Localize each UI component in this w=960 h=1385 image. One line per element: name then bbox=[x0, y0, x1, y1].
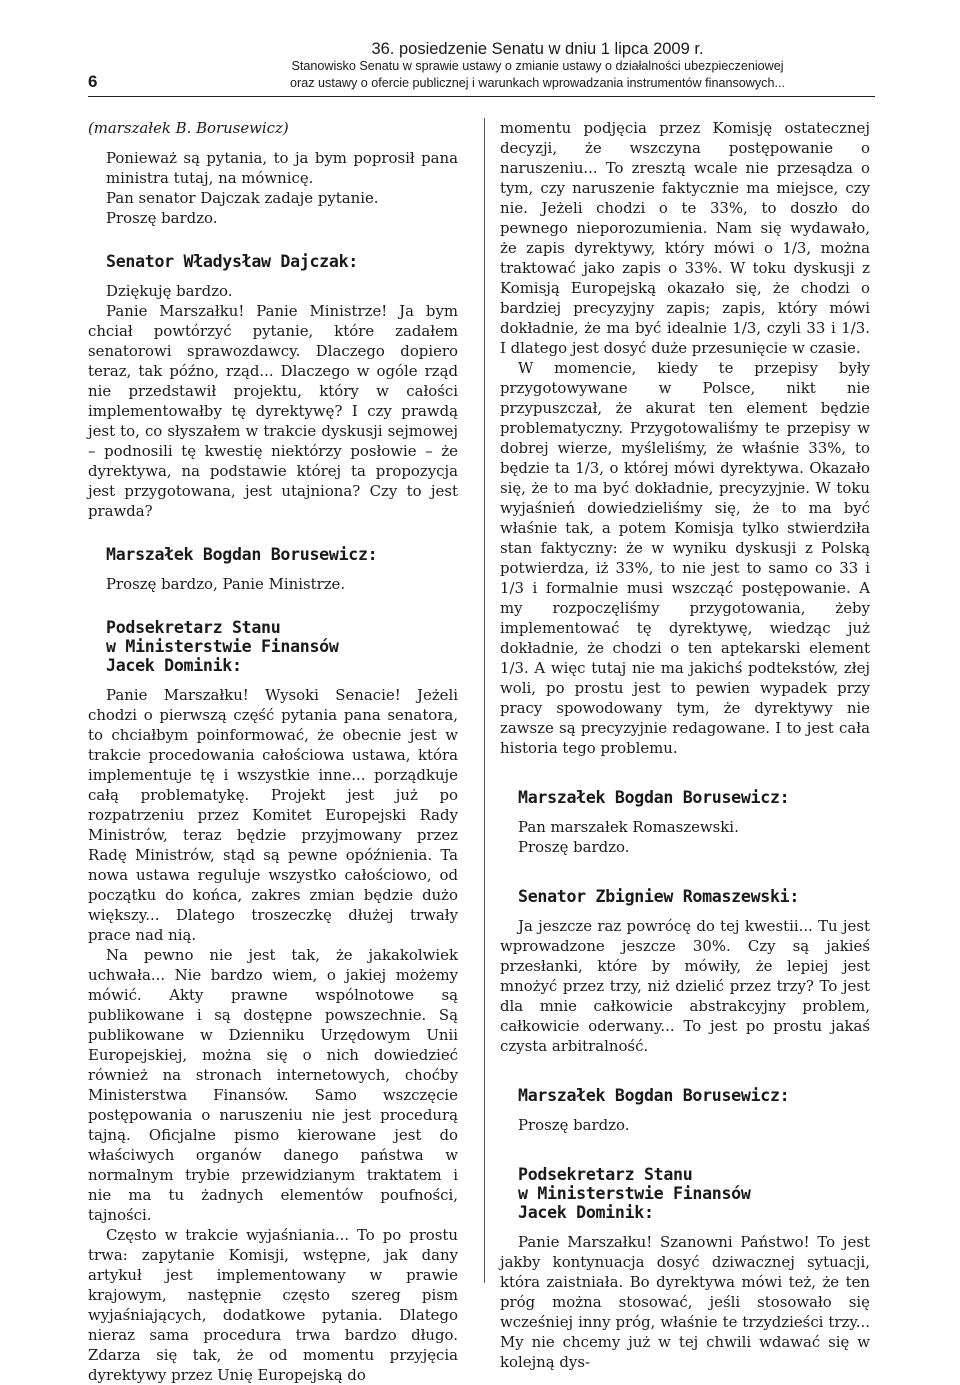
document-title-line-2: oraz ustawy o ofercie publicznej i warunkach wprowadzania instrumentów finansowych... bbox=[290, 76, 785, 90]
left-column bbox=[88, 118, 458, 1385]
speaker-heading-line: Jacek Dominik: bbox=[106, 656, 242, 675]
paragraph: Pan senator Dajczak zadaje pytanie. bbox=[106, 189, 379, 207]
speaker-heading-line: Podsekretarz Stanu bbox=[518, 1165, 693, 1184]
paragraph: Panie Marszałku! Szanowni Państwo! To jest jakby kontynuacja dosyć dziwacznej sytuacji, która zaistniała. Bo dyrektywa mówi też, że ten próg można stosować, jeśli stosowało się wcześniej inny próg, właśnie te trzydzieści trzy... My nie chcemy już w tej chwili wdawać się w kolejną dys- bbox=[500, 1233, 870, 1371]
document-title-line-1: Stanowisko Senatu w sprawie ustawy o zmianie ustawy o działalności ubezpieczeniowej bbox=[291, 59, 784, 73]
speaker-heading-line: Jacek Dominik: bbox=[518, 1203, 654, 1222]
column-divider bbox=[484, 118, 485, 1283]
header-title-block bbox=[200, 40, 875, 92]
speaker-heading: Senator Władysław Dajczak: bbox=[106, 252, 358, 271]
speaker-heading-line: Podsekretarz Stanu bbox=[106, 618, 281, 637]
speaker-heading: Marszałek Bogdan Borusewicz: bbox=[106, 545, 378, 564]
header-divider bbox=[88, 96, 875, 97]
right-column bbox=[500, 118, 870, 1372]
paragraph: Proszę bardzo. bbox=[106, 209, 218, 227]
speaker-heading-line: w Ministerstwie Finansów bbox=[106, 637, 339, 656]
speaker-heading: Senator Zbigniew Romaszewski: bbox=[518, 887, 800, 906]
paragraph: Pan marszałek Romaszewski. bbox=[518, 818, 739, 836]
paragraph: Ja jeszcze raz powrócę do tej kwestii... Tu jest wprowadzone jeszcze 30%. Czy są jakieś przesłanki, które by mówiły, że lepiej jest mnożyć przez trzy, niż dzielić przez trzy? To jest dla mnie całkowicie abstrakcyjny problem, całkowicie oderwany... To jest po prostu jakaś czysta arbitralność. bbox=[500, 917, 870, 1055]
speaker-heading: Marszałek Bogdan Borusewicz: bbox=[518, 788, 790, 807]
running-header bbox=[88, 40, 875, 96]
paragraph: W momencie, kiedy te przepisy były przygotowywane w Polsce, nikt nie przypuszczał, że akurat ten element będzie problematyczny. Przygotowaliśmy te przepisy w dobrej wierze, myśleliśmy, że właśnie 33%, to będzie ta 1/3, o której mówi dyrektywa. Okazało się, że to ma być dokładnie, precyzyjnie. W toku wyjaśnień dowiedzieliśmy się, że to ma być właśnie tak, a potem Komisja tylko stwierdziła stan faktyczny: że w wyniku dyskusji z Polską potwierdza, iż 33%, to nie jest to samo co 33 i 1/3 i formalnie musi wszcząć postępowanie. A my rozpoczęliśmy przygotowania, żeby implementować tę dyrektywę, wiedząc już dokładnie, że chodzi o ten aptekarski element 1/3. A więc tutaj nie ma jakichś podtekstów, złej woli, po prostu jest to pewien wypadek przy pracy spowodowany tym, że dyrektywy nie zawsze są precyzyjnie redagowane. I to jest cała historia tego problemu. bbox=[500, 359, 870, 757]
paragraph: Proszę bardzo. bbox=[518, 838, 630, 856]
paragraph: Na pewno nie jest tak, że jakakolwiek uchwała... Nie bardzo wiem, o jakiej możemy mówić. Akty prawne wspólnotowe są publikowane i są dostępne powszechnie. Są publikowane w Dzienniku Urzędowym Unii Europejskiej, można się o nich dowiedzieć również na stronach internetowych, choćby Ministerstwa Finansów. Samo wszczęcie postępowania o naruszeniu nie jest procedurą tajną. Oficjalne pismo kierowane jest do właściwych organów danego państwa w normalnym trybie przewidzianym traktatem i nie ma tu żadnych elementów poufności, tajności. bbox=[88, 946, 458, 1224]
speaker-heading-line: w Ministerstwie Finansów bbox=[518, 1184, 751, 1203]
paragraph: Ponieważ są pytania, to ja bym poprosił pana ministra tutaj, na mównicę. bbox=[106, 149, 458, 187]
paragraph: Proszę bardzo, Panie Ministrze. bbox=[106, 575, 346, 593]
session-title: 36. posiedzenie Senatu w dniu 1 lipca 2009 r. bbox=[371, 40, 704, 58]
paragraph: Często w trakcie wyjaśniania... To po prostu trwa: zapytanie Komisji, wstępne, jak dany artykuł jest implementowany w prawie krajowym, następnie często szereg pism wyjaśniających, dodatkowe pytania. Dlatego nieraz sama procedura trwa bardzo długo. Zdarza się tak, że od momentu przyjęcia dyrektywy przez Unię Europejską do bbox=[88, 1226, 458, 1384]
paragraph: Panie Marszałku! Wysoki Senacie! Jeżeli chodzi o pierwszą część pytania pana senatora, to chciałbym poinformować, że obecnie jest w trakcie procedowania całościowa ustawa, która implementuje tę i wszystkie inne... porządkuje całą problematykę. Projekt jest już po rozpatrzeniu przez Komitet Europejski Rady Ministrów, teraz będzie przyjmowany przez Radę Ministrów, stąd są pewne opóźnienia. Ta nowa ustawa reguluje wszystko całościowo, od początku do końca, zakres zmian będzie dużo większy... Dlatego troszeczkę dłużej trwały prace nad nią. bbox=[88, 686, 458, 944]
paragraph: Dziękuję bardzo. bbox=[106, 282, 233, 300]
paragraph: momentu podjęcia przez Komisję ostatecznej decyzji, że wszczyna postępowanie o naruszeniu... To zresztą wcale nie przesądza o tym, czy naruszenie faktycznie ma miejsce, czy nie. Jeżeli chodzi o te 33%, to doszło do pewnego nieporozumienia. Nam się wydawało, że zapis dyrektywy, który mówi o 1/3, można traktować jako zapis o 33%. W toku dyskusji z Komisją Europejską okazało się, że chodzi o bardziej precyzyjny zapis; zapis, który mówi dokładnie, że ma być idealnie 1/3, czyli 33 i 1/3. I dlatego jest dosyć duże przesunięcie w czasie. bbox=[500, 119, 870, 357]
paragraph: Proszę bardzo. bbox=[518, 1116, 630, 1134]
page-number: 6 bbox=[88, 72, 98, 91]
speaker-heading: Marszałek Bogdan Borusewicz: bbox=[518, 1086, 790, 1105]
speaker-marker: (marszałek B. Borusewicz) bbox=[88, 119, 289, 137]
paragraph: Panie Marszałku! Panie Ministrze! Ja bym chciał powtórzyć pytanie, które zadałem senatorowi sprawozdawcy. Dlaczego dopiero teraz, tak późno, rząd... Dlaczego w ogóle rząd nie przedstawił projektu, który w całości implementowałby tę dyrektywę? I czy prawdą jest to, co słyszałem w trakcie dyskusji sejmowej – podnosili tę kwestię niektórzy posłowie – że dyrektywa, na podstawie której ta propozycja jest przygotowana, jest utajniona? Czy to jest prawda? bbox=[88, 302, 458, 520]
